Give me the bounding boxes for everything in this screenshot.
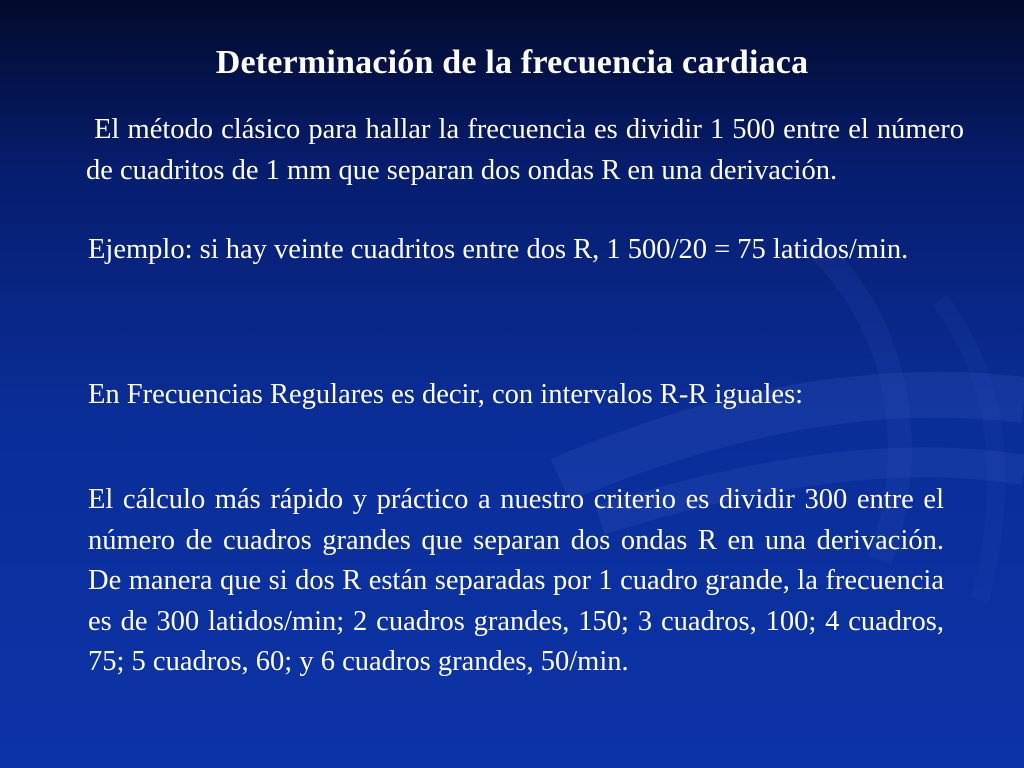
slide-title: Determinación de la frecuencia cardiaca (215, 44, 809, 81)
paragraph-quick-calculation: El cálculo más rápido y práctico a nuestro criterio es dividir 300 entre el número de cuadros grandes que separan dos ondas R en una derivación. De manera que si dos R están separadas por 1 cuadro grande, la frecuencia es de 300 latidos/min; 2 cuadros grandes, 150; 3 cuadros, 100; 4 cuadros, 75; 5 cuadros, 60; y 6 cuadros grandes, 50/min. (88, 484, 944, 677)
paragraph-example: Ejemplo: si hay veinte cuadritos entre dos R, 1 500/20 = 75 latidos/min. (88, 234, 909, 265)
paragraph-regular-frequencies: En Frecuencias Regulares es decir, con intervalos R-R iguales: (88, 379, 804, 410)
paragraph-classic-method: El método clásico para hallar la frecuencia es dividir 1 500 entre el número de cuadritos de 1 mm que separan dos ondas R en una derivación. (86, 114, 964, 186)
